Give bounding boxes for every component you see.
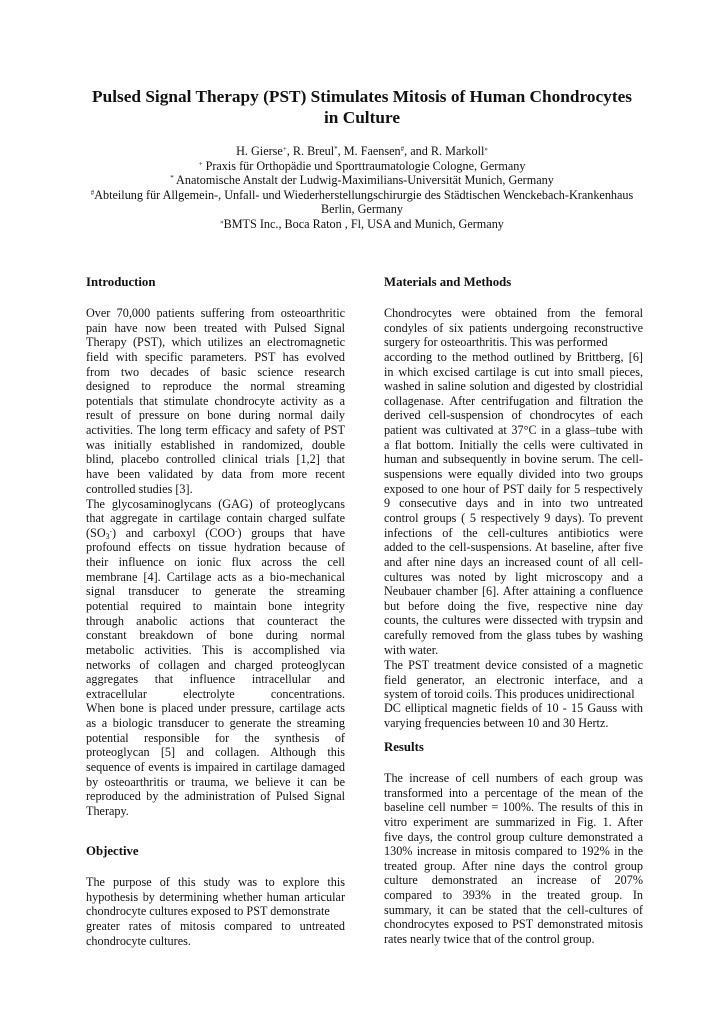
text-line: constant breakdown of bone during normal [86, 628, 345, 643]
methods-paragraph-1 [384, 306, 643, 657]
text-line: field generator, an electronic interface, and a [384, 672, 643, 687]
text-line: hypothesis by determining whether human articular [86, 889, 345, 904]
text-line: cultures was noted by light microscopy and a [384, 569, 643, 584]
affiliation-text: Praxis für Orthopädie und Sporttraumatologie Cologne, Germany [202, 158, 526, 173]
text-line: washed in saline solution and digested by clostridial [384, 379, 643, 394]
affiliation-mark: * [334, 145, 338, 153]
title-line-1: Pulsed Signal Therapy (PST) Stimulates Mitosis of Human Chondrocytes [92, 87, 632, 106]
title-line-2: in Culture [323, 108, 401, 127]
text-line: vitro experiment are summarized in Fig. 1. After [384, 814, 643, 829]
author-name: , M. Faensen [337, 144, 401, 158]
text-line: five days, the control group culture demonstrated a [384, 829, 643, 844]
text-line: suspensions were equally divided into two groups [384, 467, 643, 482]
text-line: chondrocytes exposed to PST demonstrated mitosis [384, 917, 643, 932]
affiliation-mark: # [400, 145, 405, 153]
introduction-paragraph-1 [86, 306, 345, 496]
section-heading-objective: Objective [86, 844, 139, 858]
text-line: signal transducer to generate the streaming [86, 584, 345, 599]
text-line: chondrocyte cultures exposed to PST demonstrate [86, 904, 330, 919]
affiliation [60, 217, 664, 232]
text-line: culture demonstrated an increase of 207% [384, 873, 643, 888]
results-paragraph [384, 771, 643, 947]
text-line: human and subsequently in bovine serum. The cell- [384, 452, 643, 467]
introduction-paragraph-2 [86, 497, 345, 819]
text-line-chemical: $(SO_3^-)$ and carboxyl (COO-) groups that have [86, 525, 345, 541]
text-line: proteoglycan [5] and collagen. Although this [86, 745, 345, 760]
text-line: baseline cell number = 100%. The results of this in [384, 800, 643, 815]
text-line: compared to 393% in the treated group. In [384, 888, 643, 903]
text-line: Chondrocytes were obtained from the femoral [384, 306, 643, 320]
text-line: When bone is placed under pressure, cartilage acts [86, 701, 345, 716]
text-line: potential responsible for the synthesis of [86, 730, 345, 745]
text-line: chondrocyte cultures. [86, 933, 191, 948]
text-line: The increase of cell numbers of each group was [384, 771, 643, 785]
text-line: patient was cultivated at 37°C in a glass–tube with [384, 423, 643, 438]
methods-paragraph-2 [384, 658, 643, 702]
text-line: pain have now been treated with Pulsed Signal [86, 320, 345, 335]
text-line: result of pressure on bone during normal daily [86, 408, 345, 423]
text-line: but before doing the five, respective nine day [384, 598, 643, 613]
text-line: collagenase. After centrifugation and filtration the [384, 393, 643, 408]
affiliation [60, 202, 664, 217]
methods-paragraph-3 [384, 701, 643, 730]
text-line: aggregates that influence intracellular and [86, 672, 345, 687]
text-line: in which excised cartilage is cut into small pieces, [384, 364, 643, 379]
text-line: have been validated by data from more recent [86, 467, 345, 482]
affiliation-text: Abteilung für Allgemein-, Unfall- und Wiederherstellungschirurgie des Städtischen Wenckebach-Krankenhaus [94, 187, 634, 202]
author-block [60, 144, 664, 232]
author-name: , R. Breul [286, 144, 335, 158]
text-line: The purpose of this study was to explore this [86, 875, 345, 889]
section-heading-results: Results [384, 740, 424, 754]
text-line: exposed to one hour of PST daily for 5 respectively [384, 481, 643, 496]
affiliation-mark: » [220, 217, 224, 226]
text-line: The glycosaminoglycans (GAG) of proteoglycans [86, 496, 345, 511]
affiliation-mark: + [282, 145, 287, 153]
text-line: condyles of six patients undergoing reconstructive [384, 320, 643, 335]
affiliation-text: BMTS Inc., Boca Raton , Fl, USA and Munich, Germany [223, 216, 504, 231]
affiliation-mark: » [484, 145, 488, 153]
author-name: , and R. Markoll [404, 144, 485, 158]
author-list [60, 144, 664, 159]
text-line: Neubauer chamber [6]. After attaining a confluence [384, 584, 643, 599]
text-line: a flat bottom. Initially the cells were cultivated in [384, 437, 643, 452]
text-line: from two decades of basic science research [86, 364, 345, 379]
text-line: treated group. After nine days the control group [384, 858, 643, 873]
text-line: DC elliptical magnetic fields of 10 - 15 Gauss with [384, 701, 643, 715]
text-line: extracellular electrolyte concentrations. [86, 686, 345, 701]
text-line: metabolic activities. This is accomplished via [86, 642, 345, 657]
text-line: with water. [384, 642, 439, 657]
text-line: according to the method outlined by Brittberg, [6] [384, 349, 643, 364]
text-line: that aggregate in cartilage contain charged sulfate [86, 511, 345, 526]
section-heading-introduction: Introduction [86, 275, 156, 289]
text-line: control groups ( 5 respectively 9 days). To prevent [384, 510, 643, 525]
text-line: infections of the cell-cultures antibiotics were [384, 525, 643, 540]
affiliation-text: Anatomische Anstalt der Ludwig-Maximilians-Universität Munich, Germany [173, 173, 554, 188]
text-line: added to the cell-suspensions. At baseline, after five [384, 540, 643, 555]
text-line: rates nearly twice that of the control group. [384, 932, 595, 947]
text-line: their influence on ionic flux across the cell [86, 555, 345, 570]
text-line: system of toroid coils. This produces unidirectional [384, 687, 635, 702]
text-line: Over 70,000 patients suffering from osteoarthritic [86, 306, 345, 320]
text-line: surgery for osteoarthritis. This was performed [384, 335, 608, 350]
text-line: designed to reproduce the normal streaming [86, 379, 345, 394]
author-name: H. Gierse [236, 144, 283, 158]
text-line: derived cell-suspension of chondrocytes of each [384, 408, 643, 423]
text-line: Therapy. [86, 803, 129, 818]
text-line: by osteoarthritis or trauma, we believe it can be [86, 774, 345, 789]
text-line: controlled studies [3]. [86, 481, 193, 496]
objective-paragraph [86, 875, 345, 948]
affiliation-mark: # [90, 188, 95, 197]
text-line: transformed into a percentage of the mean of the [384, 785, 643, 800]
text-line: activities. The long term efficacy and safety of PST [86, 423, 345, 438]
text-line: field with specific parameters. PST has evolved [86, 349, 345, 364]
affiliation [60, 159, 664, 174]
affiliation-mark: + [198, 159, 203, 168]
affiliation-mark: * [170, 174, 174, 183]
text-line: carefully removed from the glass tubes by washing [384, 628, 643, 643]
affiliation-text: Berlin, Germany [321, 202, 403, 217]
text-line: counts, the cultures were dissected with trypsin and [384, 613, 643, 628]
text-line: potential required to maintain bone integrity [86, 598, 345, 613]
text-line: summary, it can be stated that the cell-cultures of [384, 902, 643, 917]
text-line: reproduced by the administration of Pulsed Signal [86, 789, 345, 804]
text-line: blind, placebo controlled clinical trials [1,2] that [86, 452, 345, 467]
text-line: potentials that stimulate chondrocyte activity as a [86, 393, 345, 408]
text-line: sequence of events is impaired in cartilage damaged [86, 760, 345, 775]
text-line: networks of collagen and charged proteoglycan [86, 657, 345, 672]
text-line: as a biologic transducer to generate the streaming [86, 716, 345, 731]
paper-title [60, 86, 664, 128]
text-line: 9 consecutive days and in into two untreated [384, 496, 643, 511]
text-line: membrane [4]. Cartilage acts as a bio-mechanical [86, 569, 345, 584]
text-line: The PST treatment device consisted of a magnetic [384, 658, 643, 672]
text-line: 130% increase in mitosis compared to 192% in the [384, 844, 643, 859]
text-line: and after nine days an increased count of all cell- [384, 554, 643, 569]
text-line: varying frequencies between 10 and 30 Hertz. [384, 715, 609, 730]
affiliation [60, 173, 664, 188]
affiliation [60, 188, 664, 203]
section-heading-methods: Materials and Methods [384, 275, 512, 289]
text-line: greater rates of mitosis compared to untreated [86, 918, 345, 933]
text-line: through anabolic actions that counteract the [86, 613, 345, 628]
text-line: Therapy (PST), which utilizes an electromagnetic [86, 335, 345, 350]
text-line: profound effects on tissue hydration because of [86, 540, 345, 555]
text-line: was initially established in randomized, double [86, 437, 345, 452]
